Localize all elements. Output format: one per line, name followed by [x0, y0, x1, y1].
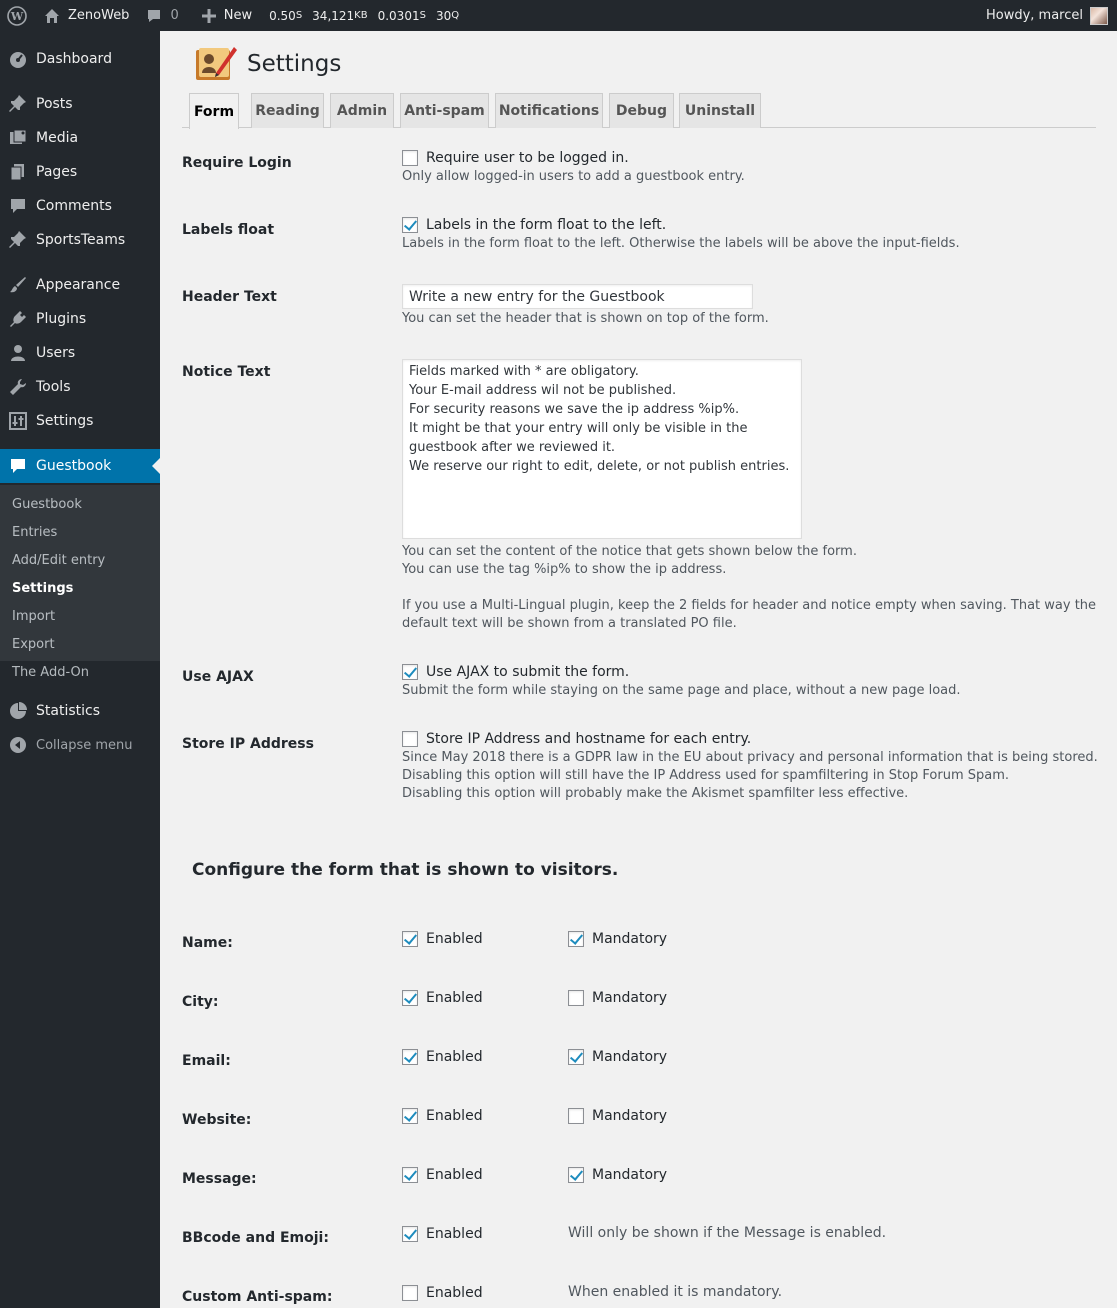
notice-text-textarea[interactable]: [402, 359, 802, 539]
field-mandatory-option-message[interactable]: [568, 1167, 667, 1183]
menu-settings[interactable]: [0, 404, 160, 438]
enabled-label: Enabled: [426, 1049, 483, 1065]
field-enabled-option-bbcode-and-emoji[interactable]: [402, 1226, 483, 1242]
field-mandatory-option-name[interactable]: [568, 931, 667, 947]
stat-time-unit: S: [295, 10, 303, 21]
field-enabled-option-city[interactable]: [402, 990, 483, 1006]
collapse-icon: [0, 736, 36, 754]
store-ip-checkbox[interactable]: [402, 731, 418, 747]
menu-label: Collapse menu: [36, 737, 133, 753]
field-enabled-option-email[interactable]: [402, 1049, 483, 1065]
enabled-label: Enabled: [426, 1108, 483, 1124]
tab-form[interactable]: Form: [189, 93, 239, 129]
menu-label: Comments: [36, 198, 112, 214]
notice-text-description-1: You can set the content of the notice that gets shown below the form.: [402, 544, 857, 559]
menu-label: Settings: [36, 413, 94, 429]
tab-debug[interactable]: Debug: [609, 93, 674, 128]
field-enabled-option-name[interactable]: [402, 931, 483, 947]
avatar: [1090, 7, 1108, 25]
sliders-icon: [0, 412, 36, 430]
site-name: ZenoWeb: [68, 8, 130, 23]
enabled-checkbox[interactable]: [402, 1167, 418, 1183]
my-account[interactable]: [986, 0, 1117, 31]
mandatory-label: Mandatory: [592, 1049, 668, 1065]
svg-text:W: W: [10, 9, 24, 23]
store-ip-checkbox-label: Store IP Address and hostname for each entry.: [426, 731, 752, 747]
enabled-label: Enabled: [426, 1167, 483, 1183]
field-label-website: Website:: [182, 1112, 252, 1128]
wrench-icon: [0, 378, 36, 396]
submenu-settings[interactable]: Settings: [12, 581, 74, 596]
notice-text-label: Notice Text: [182, 364, 271, 380]
tab-admin[interactable]: Admin: [330, 93, 394, 128]
field-mandatory-option-website[interactable]: [568, 1108, 667, 1124]
submenu-add-edit-entry[interactable]: Add/Edit entry: [12, 553, 106, 568]
notice-text-description-3: If you use a Multi-Lingual plugin, keep the 2 fields for header and notice empty when saving. That way the: [402, 598, 1097, 613]
site-name-link[interactable]: [36, 0, 136, 31]
comment-icon: [146, 8, 162, 24]
enabled-checkbox[interactable]: [402, 1226, 418, 1242]
menu-appearance[interactable]: [0, 268, 160, 302]
menu-statistics[interactable]: [0, 694, 160, 728]
pages-icon: [0, 163, 36, 181]
mandatory-label: Mandatory: [592, 1167, 668, 1183]
tab-reading[interactable]: Reading: [251, 93, 324, 128]
tab-notifications[interactable]: Notifications: [495, 93, 603, 128]
menu-label: SportsTeams: [36, 232, 126, 248]
guestbook-submenu: [0, 485, 160, 680]
header-text-input[interactable]: [402, 284, 753, 309]
stat-query-time: 0.0301: [377, 8, 420, 23]
field-mandatory-option-city[interactable]: [568, 990, 667, 1006]
enabled-checkbox[interactable]: [402, 990, 418, 1006]
configure-form-heading: Configure the form that is shown to visitors.: [192, 860, 619, 880]
menu-posts[interactable]: [0, 87, 160, 121]
labels-float-checkbox-label: Labels in the form float to the left.: [426, 217, 667, 233]
wordpress-logo-icon[interactable]: [0, 0, 36, 31]
require-login-description: Only allow logged-in users to add a guestbook entry.: [402, 169, 745, 184]
notice-text-description-2: You can use the tag %ip% to show the ip address.: [402, 562, 727, 577]
mandatory-checkbox[interactable]: [568, 931, 584, 947]
use-ajax-label: Use AJAX: [182, 669, 254, 685]
labels-float-label: Labels float: [182, 222, 275, 238]
settings-tabs: [182, 93, 1096, 128]
submenu-entries[interactable]: Entries: [12, 525, 58, 540]
dashboard-icon: [0, 50, 36, 68]
comments-count: 0: [170, 8, 179, 23]
labels-float-option[interactable]: [402, 217, 666, 233]
menu-label: Pages: [36, 164, 78, 180]
stat-query-time-unit: S: [419, 10, 426, 21]
howdy-text: Howdy, marcel: [985, 8, 1083, 23]
submenu-import[interactable]: Import: [12, 609, 56, 624]
field-enabled-option-message[interactable]: [402, 1167, 483, 1183]
require-login-checkbox-label: Require user to be logged in.: [426, 150, 629, 166]
menu-plugins[interactable]: [0, 302, 160, 336]
menu-dashboard[interactable]: [0, 42, 160, 76]
field-label-message: Message:: [182, 1171, 257, 1187]
field-label-custom-anti-spam: Custom Anti-spam:: [182, 1289, 333, 1305]
menu-label: Media: [36, 130, 79, 146]
menu-label: Dashboard: [36, 51, 112, 67]
brush-icon: [0, 276, 36, 294]
store-ip-description-3: Disabling this option will probably make the Akismet spamfilter less effective.: [402, 786, 909, 801]
menu-tools[interactable]: [0, 370, 160, 404]
store-ip-description-2: Disabling this option will still have the IP Address used for spamfiltering in Stop Forum Spam.: [402, 768, 1010, 783]
pin-icon: [0, 231, 36, 249]
store-ip-label: Store IP Address: [182, 736, 314, 752]
menu-comments[interactable]: [0, 189, 160, 223]
media-icon: [0, 129, 36, 147]
tab-uninstall[interactable]: Uninstall: [679, 93, 761, 128]
plug-icon: [0, 310, 36, 328]
field-label-bbcode-and-emoji: BBcode and Emoji:: [182, 1230, 329, 1246]
comment-icon: [0, 457, 36, 475]
mandatory-checkbox[interactable]: [568, 990, 584, 1006]
stat-queries-unit: Q: [451, 10, 460, 21]
admin-bar: [0, 0, 1117, 31]
menu-users[interactable]: [0, 336, 160, 370]
comments-link[interactable]: [136, 0, 185, 31]
field-note-bbcode-and-emoji: Will only be shown if the Message is enabled.: [568, 1225, 887, 1241]
mandatory-checkbox[interactable]: [568, 1049, 584, 1065]
home-icon: [44, 8, 60, 24]
enabled-checkbox[interactable]: [402, 1108, 418, 1124]
use-ajax-description: Submit the form while staying on the same page and place, without a new page load.: [402, 683, 961, 698]
menu-label: Tools: [36, 379, 71, 395]
collapse-menu-button[interactable]: [0, 728, 160, 762]
menu-label: Statistics: [36, 703, 100, 719]
labels-float-checkbox[interactable]: [402, 217, 418, 233]
stat-time: 0.50: [269, 8, 296, 23]
field-mandatory-option-email[interactable]: [568, 1049, 667, 1065]
pie-chart-icon: [0, 702, 36, 720]
field-label-name: Name:: [182, 935, 233, 951]
field-label-city: City:: [182, 994, 219, 1010]
menu-sportsteams[interactable]: [0, 223, 160, 257]
use-ajax-checkbox[interactable]: [402, 664, 418, 680]
enabled-label: Enabled: [426, 931, 483, 947]
plus-icon: [202, 9, 216, 23]
new-label: New: [223, 8, 253, 23]
submenu-guestbook[interactable]: Guestbook: [12, 497, 82, 512]
enabled-checkbox[interactable]: [402, 1285, 418, 1301]
field-note-custom-anti-spam: When enabled it is mandatory.: [568, 1284, 783, 1300]
header-text-label: Header Text: [182, 289, 277, 305]
menu-label: Appearance: [36, 277, 121, 293]
menu-media[interactable]: [0, 121, 160, 155]
require-login-checkbox[interactable]: [402, 150, 418, 166]
menu-label: Posts: [36, 96, 73, 112]
stat-memory: 34,121: [312, 8, 355, 23]
menu-label: Plugins: [36, 311, 87, 327]
submenu-the-add-on[interactable]: The Add-On: [12, 665, 90, 680]
notice-text-description-4: default text will be shown from a translated PO file.: [402, 616, 737, 631]
store-ip-option[interactable]: [402, 731, 751, 747]
require-login-option[interactable]: [402, 150, 629, 166]
main-content: [160, 31, 1117, 1308]
use-ajax-checkbox-label: Use AJAX to submit the form.: [426, 664, 630, 680]
field-enabled-option-custom-anti-spam[interactable]: [402, 1285, 483, 1301]
menu-label: Users: [36, 345, 76, 361]
mandatory-label: Mandatory: [592, 990, 668, 1006]
pin-icon: [0, 95, 36, 113]
labels-float-description: Labels in the form float to the left. Otherwise the labels will be above the input-fields.: [402, 236, 960, 251]
query-monitor-stats[interactable]: [259, 0, 464, 31]
tab-anti-spam[interactable]: Anti-spam: [400, 93, 489, 128]
enabled-checkbox[interactable]: [402, 1049, 418, 1065]
mandatory-checkbox[interactable]: [568, 1108, 584, 1124]
mandatory-checkbox[interactable]: [568, 1167, 584, 1183]
menu-guestbook[interactable]: [0, 449, 160, 483]
guestbook-settings-icon: [193, 45, 237, 83]
submenu-export[interactable]: Export: [12, 637, 55, 652]
stat-memory-unit: KB: [354, 10, 368, 21]
enabled-label: Enabled: [426, 1285, 483, 1301]
mandatory-label: Mandatory: [592, 931, 668, 947]
menu-pages[interactable]: [0, 155, 160, 189]
user-icon: [0, 344, 36, 362]
header-text-description: You can set the header that is shown on top of the form.: [402, 311, 769, 326]
field-label-email: Email:: [182, 1053, 231, 1069]
require-login-label: Require Login: [182, 155, 292, 171]
enabled-label: Enabled: [426, 990, 483, 1006]
store-ip-description-1: Since May 2018 there is a GDPR law in the EU about privacy and personal information that is being stored.: [402, 750, 1098, 765]
mandatory-label: Mandatory: [592, 1108, 668, 1124]
use-ajax-option[interactable]: [402, 664, 629, 680]
new-content-link[interactable]: [186, 0, 259, 31]
enabled-checkbox[interactable]: [402, 931, 418, 947]
menu-label: Guestbook: [36, 458, 112, 474]
admin-menu: [0, 31, 160, 1308]
page-title: Settings: [247, 51, 342, 77]
stat-queries: 30: [435, 8, 452, 23]
field-enabled-option-website[interactable]: [402, 1108, 483, 1124]
enabled-label: Enabled: [426, 1226, 483, 1242]
comment-icon: [0, 197, 36, 215]
